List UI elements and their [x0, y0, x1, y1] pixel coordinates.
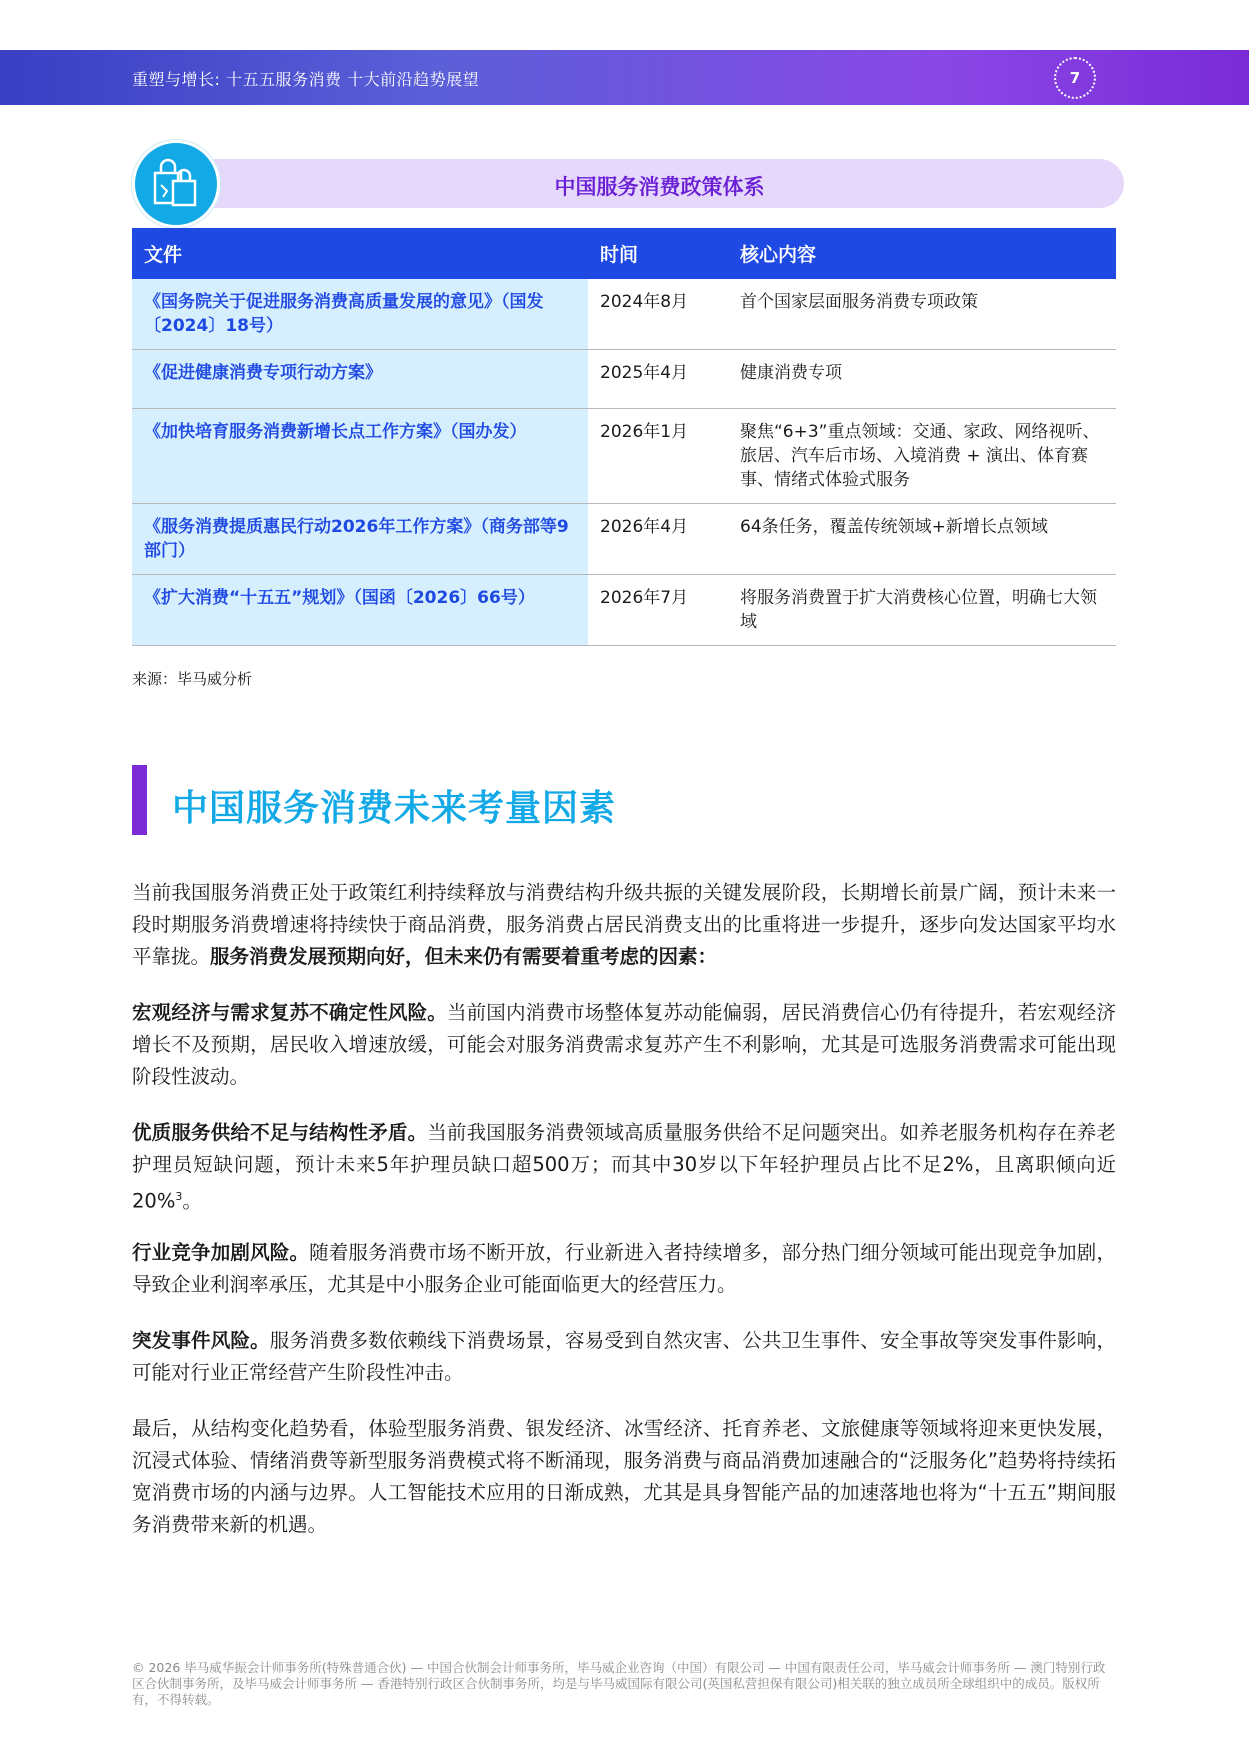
- header-bar: [0, 50, 1249, 105]
- paragraph-text: 随着服务消费市场不断开放，行业新进入者持续增多，部分热门细分领域可能出现竞争加剧，导致企业利润率承压，尤其是中小服务企业可能面临更大的经营压力。: [132, 1241, 1116, 1296]
- table-row: [132, 575, 1116, 646]
- paragraph-bold: 行业竞争加剧风险。: [132, 1241, 310, 1264]
- time-cell: 2026年4月: [588, 504, 728, 575]
- paragraph-text: 当前我国服务消费领域高质量服务供给不足问题突出。如养老服务机构存在养老护理员短缺问题，预计未来5年护理员缺口超500万；而其中30岁以下年轻护理员占比不足2%，且离职倾向近20%: [132, 1121, 1116, 1213]
- paragraph-competition: [132, 1237, 1116, 1301]
- copyright-footer: © 2026 毕马威华振会计师事务所(特殊普通合伙) — 中国合伙制会计师事务所，毕马威企业咨询（中国）有限公司 — 中国有限责任公司，毕马威会计师事务所 — 澳门特别行政区合伙制事务所，及毕马威会计师事务所 — 香港特别行政区合伙制事务所，均是与毕马威国际有限公司(英国私营担保有限公司)相关联的独立成员所全球组织中的成员。版权所有，不得转载。: [132, 1660, 1106, 1707]
- paragraph-text: 当前我国服务消费正处于政策红利持续释放与消费结构升级共振的关键发展阶段，长期增长前景广阔，预计未来一段时期服务消费增速将持续快于商品消费，服务消费占居民消费支出的比重将进一步提升，逐步向发达国家平均水平靠拢。: [132, 881, 1116, 968]
- column-header-doc: 文件: [132, 228, 588, 279]
- doc-cell: 《促进健康消费专项行动方案》: [132, 350, 588, 409]
- time-cell: 2026年7月: [588, 575, 728, 646]
- section-banner: [135, 159, 1124, 208]
- heading-accent-bar: [132, 765, 147, 835]
- content-cell: 聚焦“6+3”重点领域：交通、家政、网络视听、旅居、汽车后市场、入境消费 + 演出、体育赛事、情绪式体验式服务: [728, 409, 1116, 504]
- page-number: 7: [1054, 57, 1096, 99]
- time-cell: 2024年8月: [588, 279, 728, 350]
- paragraph-text: 当前国内消费市场整体复苏动能偏弱，居民消费信心仍有待提升，若宏观经济增长不及预期，居民收入增速放缓，可能会对服务消费需求复苏产生不利影响，尤其是可选服务消费需求可能出现阶段性波动。: [132, 1001, 1116, 1088]
- section-banner-title: 中国服务消费政策体系: [554, 175, 765, 199]
- paragraph-macro-risk: [132, 997, 1116, 1093]
- content-cell: 健康消费专项: [728, 350, 1116, 409]
- paragraph-bold: 突发事件风险。: [132, 1329, 270, 1352]
- column-header-time: 时间: [588, 228, 728, 279]
- paragraph-text: 最后，从结构变化趋势看，体验型服务消费、银发经济、冰雪经济、托育养老、文旅健康等领域将迎来更快发展，沉浸式体验、情绪消费等新型服务消费模式将不断涌现，服务消费与商品消费加速融合的“泛服务化”趋势将持续拓宽消费市场的内涵与边界。人工智能技术应用的日渐成熟，尤其是具身智能产品的加速落地也将为“十五五”期间服务消费带来新的机遇。: [132, 1417, 1116, 1536]
- column-header-content: 核心内容: [728, 228, 1116, 279]
- table-header-row: [132, 228, 1116, 279]
- footnote-marker: 3: [175, 1190, 183, 1203]
- section-heading: 中国服务消费未来考量因素: [172, 788, 617, 829]
- paragraph-bold: 优质服务供给不足与结构性矛盾。: [132, 1121, 428, 1144]
- table-row: [132, 350, 1116, 409]
- doc-cell: 《服务消费提质惠民行动2026年工作方案》（商务部等9部门）: [132, 504, 588, 575]
- doc-cell: 《国务院关于促进服务消费高质量发展的意见》（国发〔2024〕18号）: [132, 279, 588, 350]
- paragraph-end: 。: [182, 1189, 202, 1213]
- table-row: [132, 279, 1116, 350]
- time-cell: 2025年4月: [588, 350, 728, 409]
- policy-table: [132, 228, 1116, 646]
- table-row: [132, 409, 1116, 504]
- content-cell: 首个国家层面服务消费专项政策: [728, 279, 1116, 350]
- doc-cell: 《加快培育服务消费新增长点工作方案》（国办发）: [132, 409, 588, 504]
- source-note: 来源：毕马威分析: [132, 670, 253, 688]
- content-cell: 64条任务，覆盖传统领域+新增长点领域: [728, 504, 1116, 575]
- paragraph-supply: [132, 1117, 1116, 1218]
- content-cell: 将服务消费置于扩大消费核心位置，明确七大领域: [728, 575, 1116, 646]
- table-row: [132, 504, 1116, 575]
- doc-cell: 《扩大消费“十五五”规划》（国函〔2026〕66号）: [132, 575, 588, 646]
- paragraph-emergency: [132, 1325, 1116, 1389]
- paragraph-conclusion: [132, 1413, 1116, 1541]
- paragraph-text: 服务消费多数依赖线下消费场景，容易受到自然灾害、公共卫生事件、安全事故等突发事件影响，可能对行业正常经营产生阶段性冲击。: [132, 1329, 1116, 1384]
- paragraph-bold: 服务消费发展预期向好，但未来仍有需要着重考虑的因素：: [210, 945, 718, 968]
- paragraph-bold: 宏观经济与需求复苏不确定性风险。: [132, 1001, 447, 1024]
- shopping-bags-icon: [132, 140, 220, 228]
- paragraph-intro: [132, 877, 1116, 973]
- header-title: 重塑与增长: 十五五服务消费 十大前沿趋势展望: [132, 70, 480, 89]
- time-cell: 2026年1月: [588, 409, 728, 504]
